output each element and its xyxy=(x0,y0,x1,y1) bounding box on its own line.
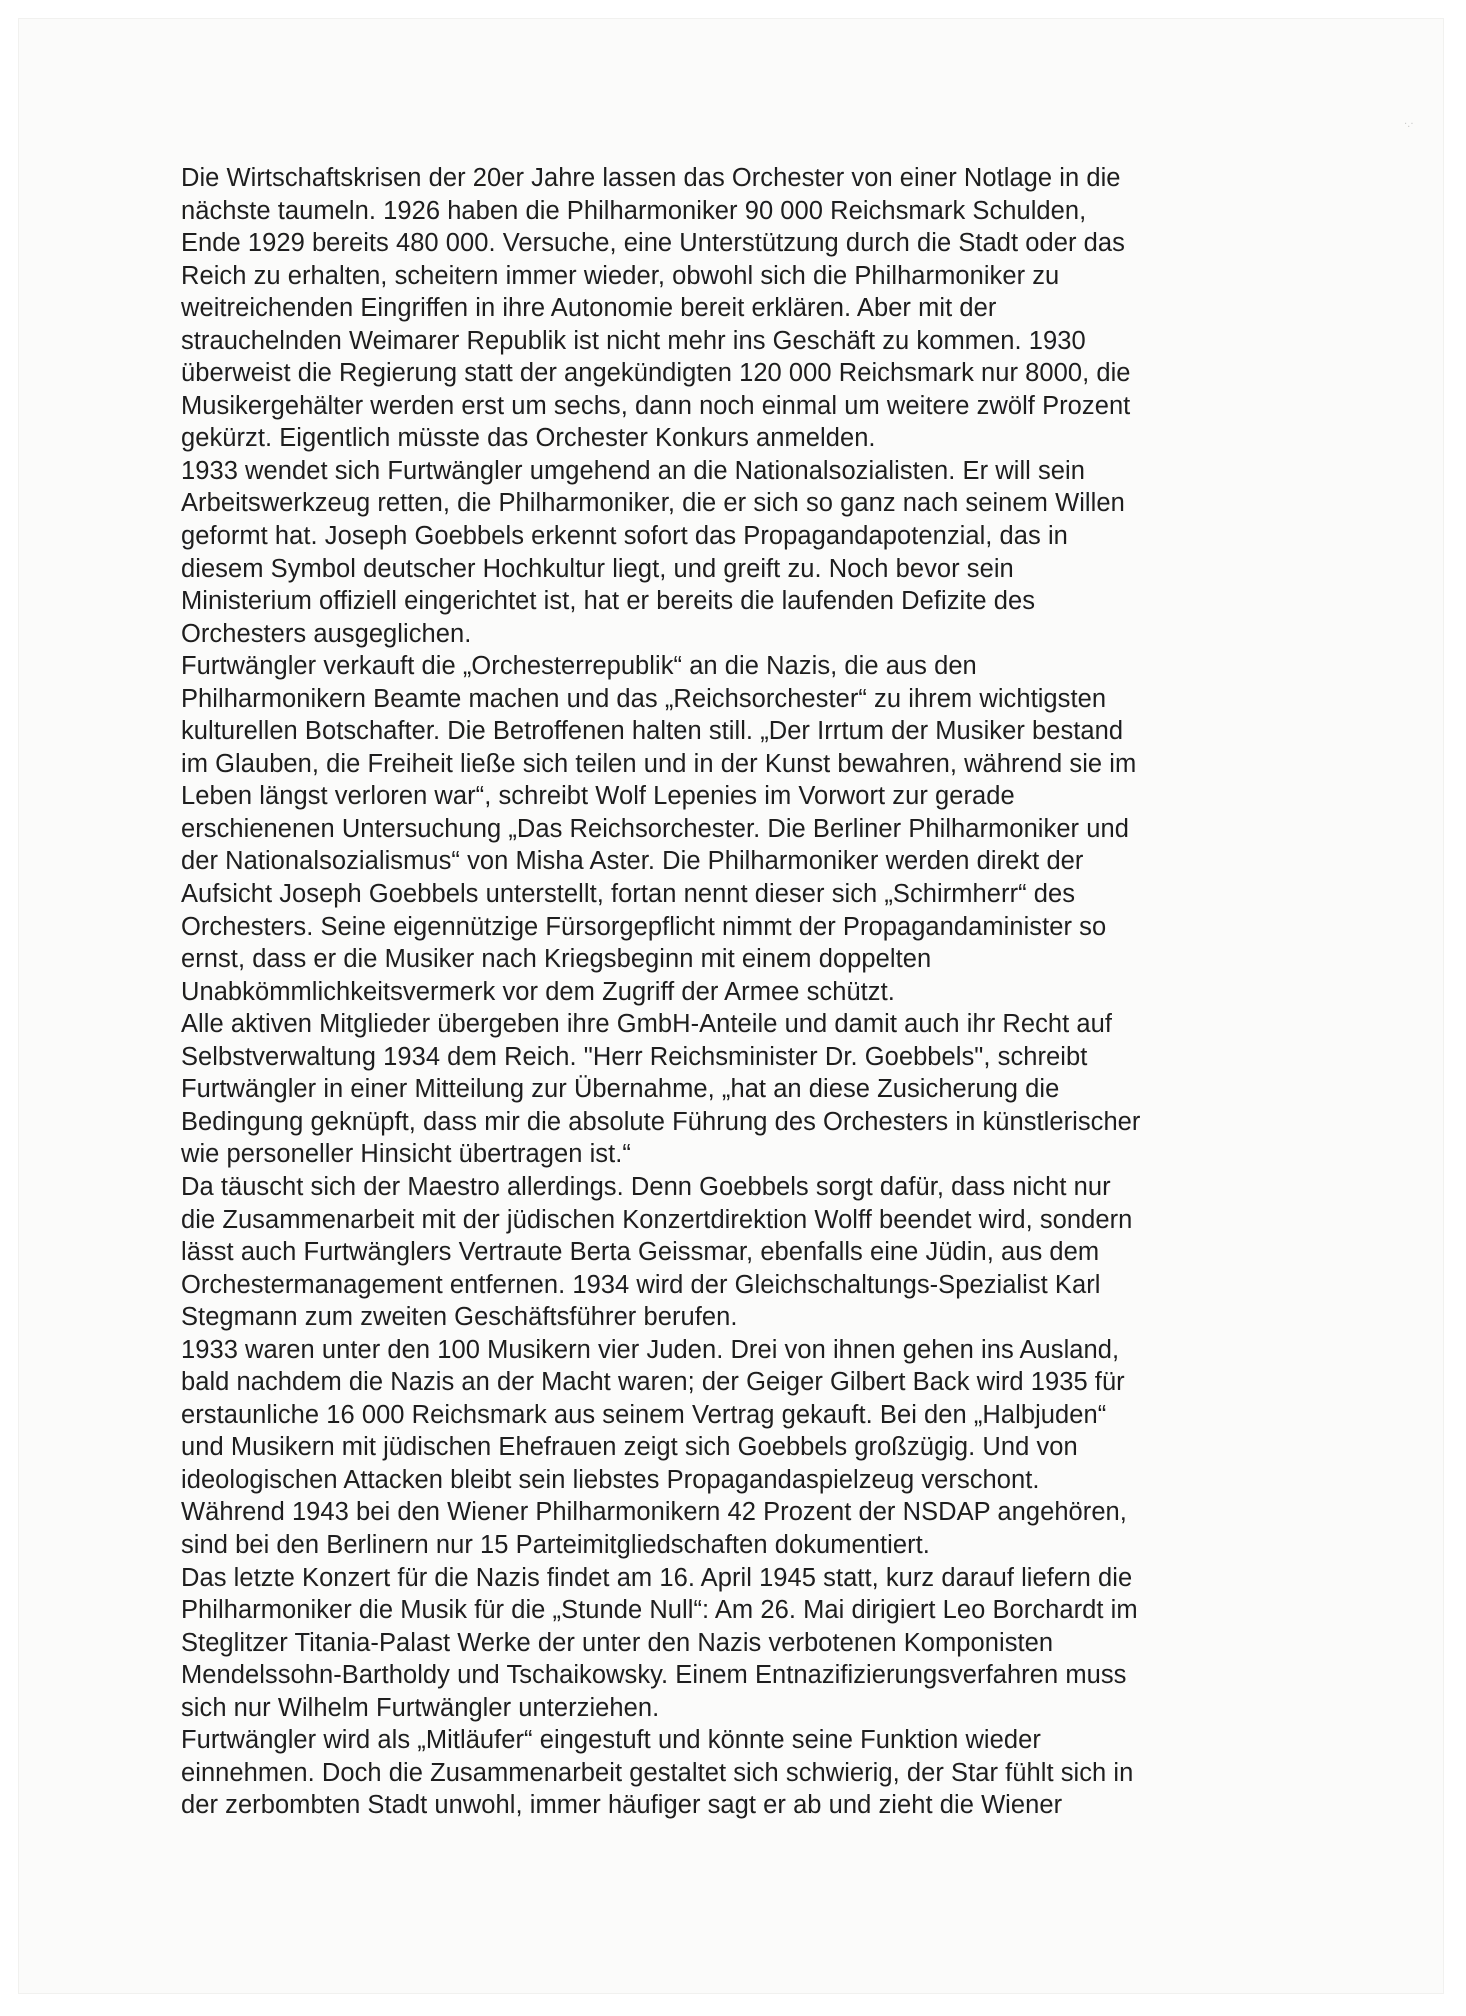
text-line: gekürzt. Eigentlich müsste das Orchester Konkurs anmelden. xyxy=(181,424,876,453)
text-line: Musikergehälter werden erst um sechs, dann noch einmal um weitere zwölf Prozent xyxy=(181,391,1131,420)
text-line: Selbstverwaltung 1934 dem Reich. "Herr Reichsminister Dr. Goebbels", schreibt xyxy=(181,1042,1088,1071)
text-line: Die Wirtschaftskrisen der 20er Jahre lassen das Orchester von einer Notlage in die xyxy=(181,164,1121,192)
text-line: Arbeitswerkzeug retten, die Philharmoniker, die er sich so ganz nach seinem Willen xyxy=(181,489,1125,518)
text-line: der zerbombten Stadt unwohl, immer häufiger sagt er ab und zieht die Wiener xyxy=(181,1791,1063,1820)
text-line: Ministerium offiziell eingerichtet ist, hat er bereits die laufenden Defizite des xyxy=(181,587,1036,616)
text-line: Bedingung geknüpft, dass mir die absolute Führung des Orchesters in künstlerischer xyxy=(181,1107,1141,1136)
text-line: weitreichenden Eingriffen in ihre Autonomie bereit erklären. Aber mit der xyxy=(181,294,997,323)
text-line: überweist die Regierung statt der angekündigten 120 000 Reichsmark nur 8000, die xyxy=(181,359,1131,388)
text-line: Orchestermanagement entfernen. 1934 wird der Gleichschaltungs-Spezialist Karl xyxy=(181,1270,1101,1299)
text-line: geformt hat. Joseph Goebbels erkennt sofort das Propagandapotenzial, das in xyxy=(181,522,1068,551)
text-line: Aufsicht Joseph Goebbels unterstellt, fortan nennt dieser sich „Schirmherr“ des xyxy=(181,880,1076,909)
text-line: Furtwängler verkauft die „Orchesterrepublik“ an die Nazis, die aus den xyxy=(181,652,977,681)
text-line: die Zusammenarbeit mit der jüdischen Konzertdirektion Wolff beendet wird, sondern xyxy=(181,1205,1133,1234)
text-line: strauchelnden Weimarer Republik ist nicht mehr ins Geschäft zu kommen. 1930 xyxy=(181,326,1086,355)
text-line: Stegmann zum zweiten Geschäftsführer berufen. xyxy=(181,1303,738,1332)
text-line: wie personeller Hinsicht übertragen ist.“ xyxy=(181,1140,631,1169)
text-line: Alle aktiven Mitglieder übergeben ihre GmbH-Anteile und damit auch ihr Recht auf xyxy=(181,1010,1112,1039)
text-line: sich nur Wilhelm Furtwängler unterziehen. xyxy=(181,1693,660,1722)
text-line: erschienenen Untersuchung „Das Reichsorchester. Die Berliner Philharmoniker und xyxy=(181,814,1129,843)
text-line: ideologischen Attacken bleibt sein liebstes Propagandaspielzeug verschont. xyxy=(181,1465,1040,1494)
text-line: ernst, dass er die Musiker nach Kriegsbeginn mit einem doppelten xyxy=(181,945,932,974)
text-line: einnehmen. Doch die Zusammenarbeit gestaltet sich schwierig, der Star fühlt sich in xyxy=(181,1758,1134,1787)
text-line: 1933 wendet sich Furtwängler umgehend an die Nationalsozialisten. Er will sein xyxy=(181,456,1085,485)
text-line: bald nachdem die Nazis an der Macht waren; der Geiger Gilbert Back wird 1935 für xyxy=(181,1368,1125,1397)
text-line: kulturellen Botschafter. Die Betroffenen halten still. „Der Irrtum der Musiker bestand xyxy=(181,717,1124,746)
text-line: Mendelssohn-Bartholdy und Tschaikowsky. Einem Entnazifizierungsverfahren muss xyxy=(181,1661,1127,1690)
text-line: Ende 1929 bereits 480 000. Versuche, eine Unterstützung durch die Stadt oder das xyxy=(181,229,1125,258)
text-line: Orchesters ausgeglichen. xyxy=(181,619,472,648)
text-line: 1933 waren unter den 100 Musikern vier Juden. Drei von ihnen gehen ins Ausland, xyxy=(181,1335,1120,1364)
text-line: Reich zu erhalten, scheitern immer wieder, obwohl sich die Philharmoniker zu xyxy=(181,261,1060,290)
text-line: Unabkömmlichkeitsvermerk vor dem Zugriff der Armee schützt. xyxy=(181,977,895,1006)
text-line: Während 1943 bei den Wiener Philharmonikern 42 Prozent der NSDAP angehören, xyxy=(181,1498,1127,1527)
text-line: nächste taumeln. 1926 haben die Philharmoniker 90 000 Reichsmark Schulden, xyxy=(181,196,1087,225)
text-line: erstaunliche 16 000 Reichsmark aus seinem Vertrag gekauft. Bei den „Halbjuden“ xyxy=(181,1400,1107,1429)
text-line: und Musikern mit jüdischen Ehefrauen zeigt sich Goebbels großzügig. Und von xyxy=(181,1433,1078,1462)
text-line: der Nationalsozialismus“ von Misha Aster. Die Philharmoniker werden direkt der xyxy=(181,847,1084,876)
text-line: Steglitzer Titania-Palast Werke der unter den Nazis verbotenen Komponisten xyxy=(181,1628,1054,1657)
body-text xyxy=(181,162,1281,1822)
text-line: Da täuscht sich der Maestro allerdings. Denn Goebbels sorgt dafür, dass nicht nur xyxy=(181,1172,1111,1201)
text-line: lässt auch Furtwänglers Vertraute Berta Geissmar, ebenfalls eine Jüdin, aus dem xyxy=(181,1238,1100,1267)
text-line: Furtwängler wird als „Mitläufer“ eingestuft und könnte seine Funktion wieder xyxy=(181,1726,1041,1755)
text-line: sind bei den Berlinern nur 15 Parteimitgliedschaften dokumentiert. xyxy=(181,1530,930,1559)
text-line: Furtwängler in einer Mitteilung zur Übernahme, „hat an diese Zusicherung die xyxy=(181,1075,1060,1104)
text-line: im Glauben, die Freiheit ließe sich teilen und in der Kunst bewahren, während sie im xyxy=(181,749,1137,778)
text-line: Das letzte Konzert für die Nazis findet am 16. April 1945 statt, kurz darauf liefern die xyxy=(181,1563,1133,1592)
text-line: Orchesters. Seine eigennützige Fürsorgepflicht nimmt der Propagandaminister so xyxy=(181,912,1107,941)
text-line: diesem Symbol deutscher Hochkultur liegt, und greift zu. Noch bevor sein xyxy=(181,554,1014,583)
text-line: Philharmonikern Beamte machen und das „Reichsorchester“ zu ihrem wichtigsten xyxy=(181,684,1107,713)
text-line: Leben längst verloren war“, schreibt Wolf Lepenies im Vorwort zur gerade xyxy=(181,782,1015,811)
scan-artifact: ·.· xyxy=(1404,119,1414,130)
text-line: Philharmoniker die Musik für die „Stunde Null“: Am 26. Mai dirigiert Leo Borchardt im xyxy=(181,1596,1138,1625)
